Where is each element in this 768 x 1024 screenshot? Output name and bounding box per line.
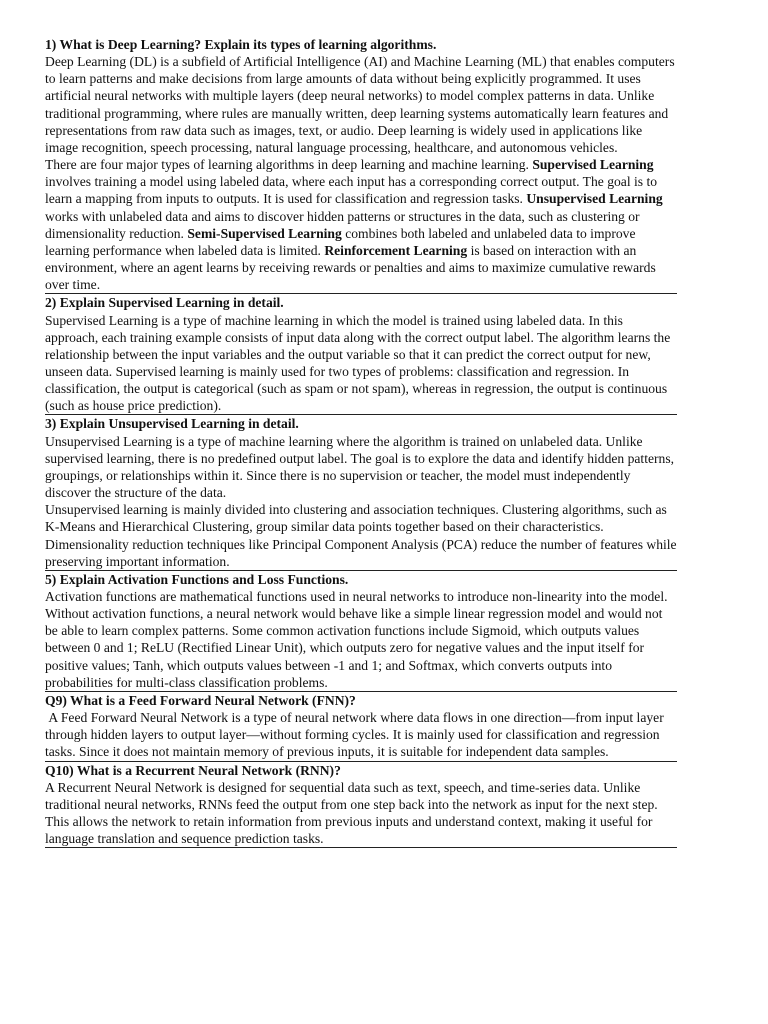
question-title: 2) Explain Supervised Learning in detail. <box>45 295 284 311</box>
question-title: Q9) What is a Feed Forward Neural Network (FNN)? <box>45 692 356 708</box>
term-unsupervised: Unsupervised Learning <box>526 191 663 207</box>
paragraph-learning-types <box>45 156 677 293</box>
section-supervised-learning <box>45 294 677 415</box>
paragraph: Activation functions are mathematical functions used in neural networks to introduce non-linearity into the model. Without activation functions, a neural network would behave like a simple linear regression model and would not be able to learn complex patterns. Some common activation functions include Sigmoid, which outputs values between 0 and 1; ReLU (Rectified Linear Unit), which outputs zero for negative values and the input itself for positive values; Tanh, which outputs values between -1 and 1; and Softmax, which converts outputs into probabilities for multi-class classification problems. <box>45 589 668 690</box>
question-title: 5) Explain Activation Functions and Loss Functions. <box>45 571 349 587</box>
paragraph: A Recurrent Neural Network is designed for sequential data such as text, speech, and time-series data. Unlike traditional neural networks, RNNs feed the output from one step back into the network as input for the next step. This allows the network to retain information from previous inputs and understand context, making it useful for language translation and sequence prediction tasks. <box>45 779 658 847</box>
section-feed-forward-network <box>45 692 677 762</box>
paragraph: Deep Learning (DL) is a subfield of Artificial Intelligence (AI) and Machine Learning (ML) that enables computers to learn patterns and make decisions from large amounts of data without being explicitly programmed. It uses artificial neural networks with multiple layers (deep neural networks) to model complex patterns in data. Unlike traditional programming, where rules are manually written, deep learning systems automatically learn features and representations from raw data such as images, text, or audio. Deep learning is widely used in applications like image recognition, speech processing, natural language processing, healthcare, and autonomous vehicles. <box>45 54 675 155</box>
paragraph: Unsupervised Learning is a type of machine learning where the algorithm is trained on unlabeled data. Unlike supervised learning, there is no predefined output label. The goal is to explore the data and identify hidden patterns, groupings, or relationships within it. Since there is no supervision or teacher, the model must independently discover the structure of the data. <box>45 433 675 501</box>
text-run: works with unlabeled data and aims to discover hidden patterns or structures in the data, such as clustering or dimensionality reduction. <box>45 208 640 241</box>
text-run: There are four major types of learning algorithms in deep learning and machine learning. <box>45 157 533 173</box>
section-deep-learning <box>45 36 677 294</box>
section-unsupervised-learning <box>45 415 677 570</box>
question-title: Q10) What is a Recurrent Neural Network (RNN)? <box>45 762 341 778</box>
text-run: involves training a model using labeled data, where each input has a corresponding correct output. The goal is to learn a mapping from inputs to outputs. It is used for classification and regression tasks. <box>45 174 658 207</box>
document-body <box>45 36 677 848</box>
paragraph: A Feed Forward Neural Network is a type of neural network where data flows in one direction—from input layer through hidden layers to output layer—without forming cycles. It is mainly used for classification and regression tasks. Since it does not maintain memory of previous inputs, it is suitable for independent data samples. <box>45 710 668 760</box>
section-recurrent-network <box>45 762 677 849</box>
term-supervised: Supervised Learning <box>532 157 654 173</box>
question-title: 3) Explain Unsupervised Learning in detail. <box>45 416 299 432</box>
text-run: combines both labeled and unlabeled data to improve learning performance when labeled data is limited. <box>45 225 636 258</box>
paragraph: Unsupervised learning is mainly divided into clustering and association techniques. Clustering algorithms, such as K-Means and Hierarchical Clustering, group similar data points together based on their characteristics. Dimensionality reduction techniques like Principal Component Analysis (PCA) reduce the number of features while preserving important information. <box>45 502 677 569</box>
question-title: 1) What is Deep Learning? Explain its types of learning algorithms. <box>45 37 437 52</box>
text-run: is based on interaction with an environment, where an agent learns by receiving rewards or penalties and aims to maximize cumulative rewards over time. <box>45 242 656 293</box>
term-reinforcement: Reinforcement Learning <box>324 242 468 258</box>
section-activation-functions <box>45 571 677 692</box>
paragraph: Supervised Learning is a type of machine learning in which the model is trained using labeled data. In this approach, each training example consists of input data along with the correct output label. The algorithm learns the relationship between the input variables and the output variable so that it can predict the correct output for new, unseen data. Supervised learning is mainly used for two types of problems: classification and regression. In classification, the output is categorical (such as spam or not spam), whereas in regression, the output is continuous (such as house price prediction). <box>45 312 671 414</box>
term-semi-supervised: Semi-Supervised Learning <box>187 225 342 241</box>
